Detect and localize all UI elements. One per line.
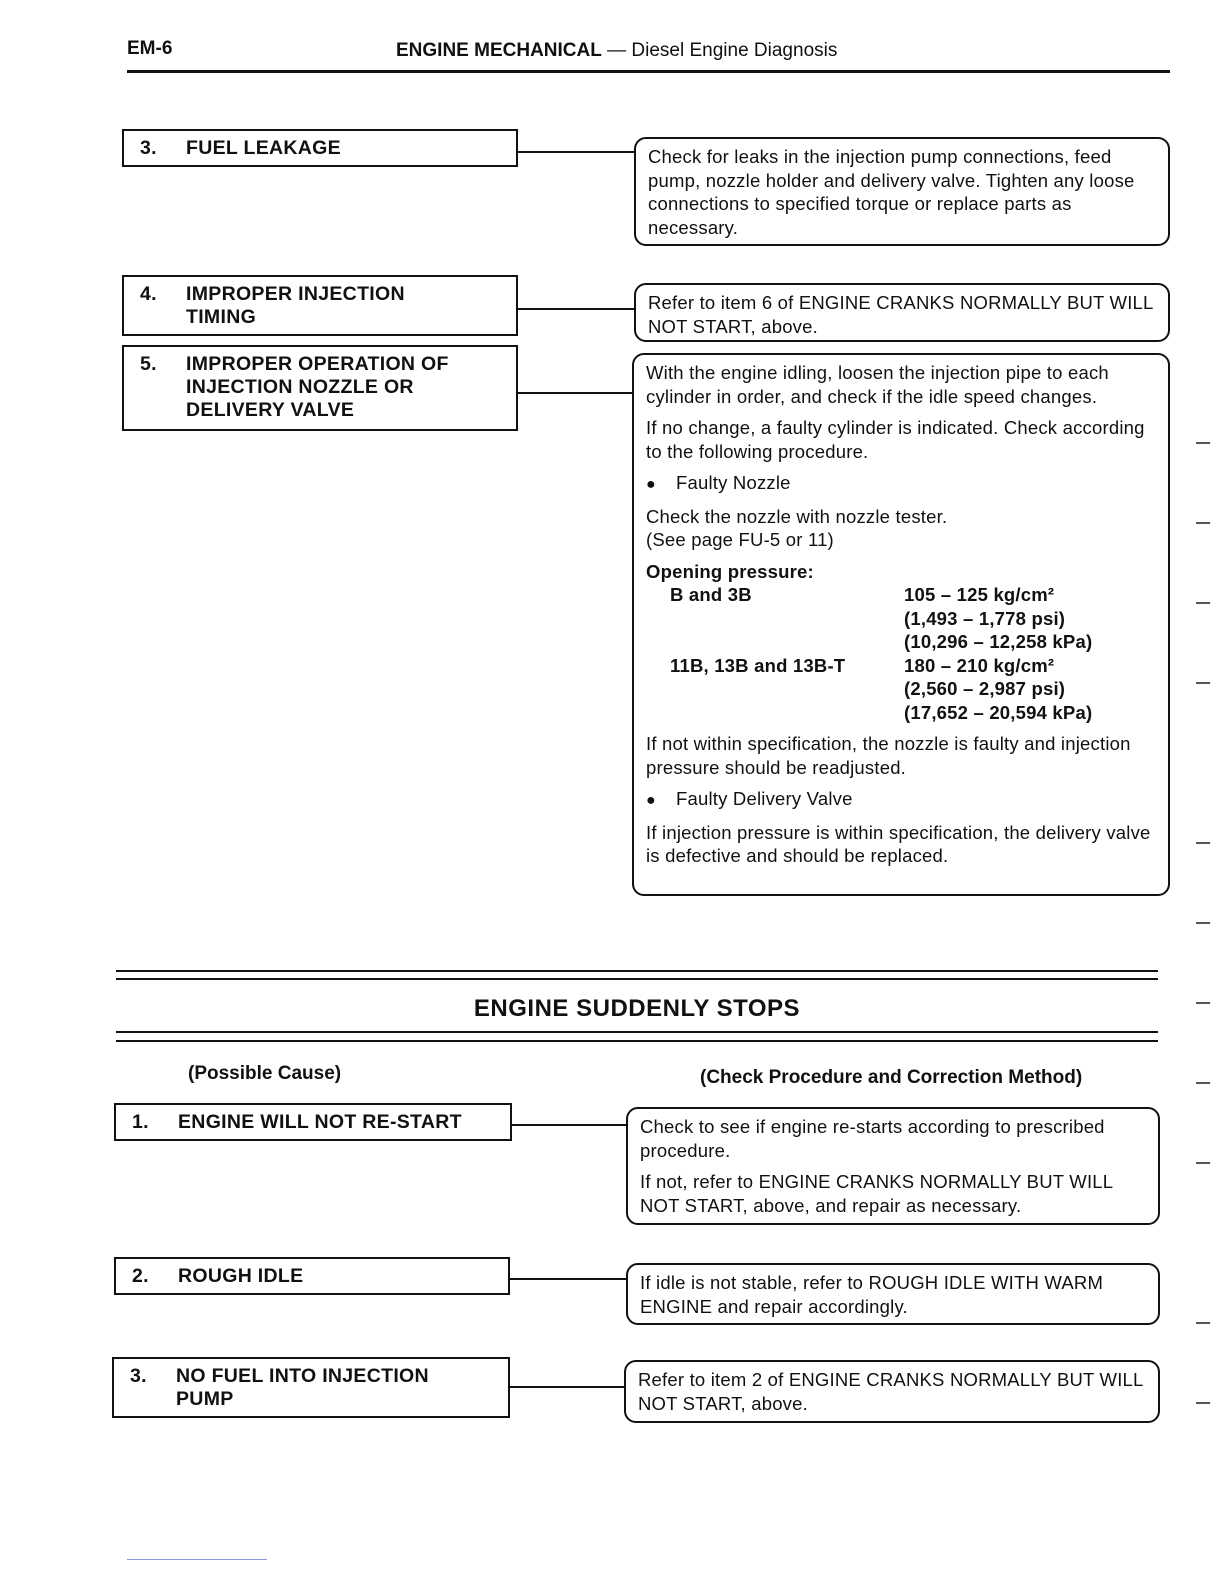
- check-box-injection-timing: [634, 283, 1170, 342]
- connector-line: [518, 308, 634, 310]
- check-text: If injection pressure is within specification, the delivery valve is defective and should be replaced.: [646, 821, 1151, 866]
- check-text: Check for leaks in the injection pump connections, feed pump, nozzle holder and delivery valve. Tighten any loose connections to specified torque or replace parts as necessary.: [648, 146, 1135, 238]
- check-text: Refer to item 6 of ENGINE CRANKS NORMALLY BUT WILL NOT START, above.: [648, 292, 1153, 337]
- cause-number: 2.: [132, 1265, 149, 1287]
- connector-line: [518, 151, 636, 153]
- check-text: If not within specification, the nozzle is faulty and injection pressure should be readjusted.: [646, 733, 1131, 778]
- scan-mark: [1196, 1322, 1210, 1324]
- check-box-no-restart: [626, 1107, 1160, 1225]
- cause-number: 3.: [130, 1365, 147, 1387]
- page-header-title: [396, 40, 837, 62]
- scan-mark: [1196, 1162, 1210, 1164]
- check-box-no-fuel: [624, 1360, 1160, 1423]
- check-text: If idle is not stable, refer to ROUGH IDLE WITH WARM ENGINE and repair accordingly.: [640, 1272, 1104, 1317]
- check-text: If no change, a faulty cylinder is indicated. Check according to the following procedure.: [646, 417, 1145, 462]
- check-text: If not, refer to ENGINE CRANKS NORMALLY BUT WILL NOT START, above, and repair as necessary.: [640, 1171, 1113, 1216]
- cause-text: IMPROPER OPERATION OF INJECTION NOZZLE OR DELIVERY VALVE: [186, 353, 449, 421]
- check-box-fuel-leakage: [634, 137, 1170, 246]
- connector-line: [510, 1386, 626, 1388]
- section-name: ENGINE MECHANICAL: [396, 40, 602, 61]
- spec-value: (17,652 – 20,594 kPa): [904, 701, 1093, 723]
- cause-box-no-restart: [114, 1103, 512, 1141]
- check-text: With the engine idling, loosen the injection pipe to each cylinder in order, and check if the idle speed changes.: [646, 362, 1109, 407]
- scan-mark: [1196, 682, 1210, 684]
- spec-value: (1,493 – 1,778 psi): [904, 607, 1066, 629]
- bullet-faulty-nozzle: ● Faulty Nozzle: [646, 471, 1156, 497]
- column-head-procedure: (Check Procedure and Correction Method): [700, 1067, 1083, 1088]
- section-rule-bottom-1: [116, 1031, 1158, 1033]
- cause-box-no-fuel: [112, 1357, 510, 1418]
- check-box-nozzle-operation: [632, 353, 1170, 896]
- section-rule-bottom-2: [116, 1040, 1158, 1042]
- spec-values: [904, 583, 1092, 654]
- spec-values: [904, 654, 1092, 725]
- cause-number: 5.: [140, 353, 157, 375]
- section-rule-top-1: [116, 970, 1158, 972]
- scan-mark: [1196, 442, 1210, 444]
- cause-text: ROUGH IDLE: [178, 1265, 304, 1287]
- connector-line: [510, 1278, 626, 1280]
- spec-value: (10,296 – 12,258 kPa): [904, 631, 1093, 652]
- cause-number: 4.: [140, 283, 157, 305]
- scan-mark: [1196, 922, 1210, 924]
- scan-mark: [1196, 602, 1210, 604]
- cause-text: IMPROPER INJECTION TIMING: [186, 283, 405, 328]
- spec-heading: Opening pressure:: [646, 560, 814, 582]
- cause-box-fuel-leakage: [122, 129, 518, 167]
- cause-box-rough-idle: [114, 1257, 510, 1295]
- scan-mark: [1196, 1082, 1210, 1084]
- spec-value: 180 – 210 kg/cm²: [904, 654, 1055, 676]
- check-box-rough-idle: [626, 1263, 1160, 1325]
- cause-box-nozzle-operation: [122, 345, 518, 431]
- section-title: ENGINE SUDDENLY STOPS: [473, 995, 801, 1022]
- spec-row: [646, 654, 1156, 725]
- spec-row: [646, 583, 1156, 654]
- scan-mark: [1196, 522, 1210, 524]
- check-text: Check the nozzle with nozzle tester.: [646, 505, 948, 527]
- spec-label: B and 3B: [670, 584, 752, 605]
- section-subtitle: — Diesel Engine Diagnosis: [607, 40, 838, 61]
- column-head-cause: (Possible Cause): [188, 1063, 342, 1084]
- check-text: Refer to item 2 of ENGINE CRANKS NORMALLY BUT WILL NOT START, above.: [638, 1369, 1143, 1414]
- cause-text: FUEL LEAKAGE: [186, 137, 341, 159]
- connector-line: [512, 1124, 628, 1126]
- cause-text: ENGINE WILL NOT RE-START: [178, 1111, 462, 1133]
- cause-number: 1.: [132, 1111, 149, 1133]
- section-rule-top-2: [116, 978, 1158, 980]
- scan-mark: [1196, 1402, 1210, 1404]
- connector-line: [518, 392, 634, 394]
- footer-line: [127, 1559, 267, 1560]
- cause-number: 3.: [140, 137, 157, 159]
- cause-box-injection-timing: [122, 275, 518, 336]
- check-text: Check to see if engine re-starts according to prescribed procedure.: [640, 1116, 1105, 1161]
- bullet-faulty-delivery-valve: ● Faulty Delivery Valve: [646, 787, 1156, 813]
- header-rule: [127, 70, 1170, 73]
- spec-value: 105 – 125 kg/cm²: [904, 584, 1055, 605]
- check-text: (See page FU-5 or 11): [646, 529, 834, 550]
- scan-mark: [1196, 842, 1210, 844]
- page-code: EM-6: [127, 38, 173, 59]
- spec-value: (2,560 – 2,987 psi): [904, 678, 1066, 699]
- scan-mark: [1196, 1002, 1210, 1004]
- spec-label: 11B, 13B and 13B-T: [670, 654, 846, 676]
- cause-text: NO FUEL INTO INJECTION PUMP: [176, 1365, 429, 1410]
